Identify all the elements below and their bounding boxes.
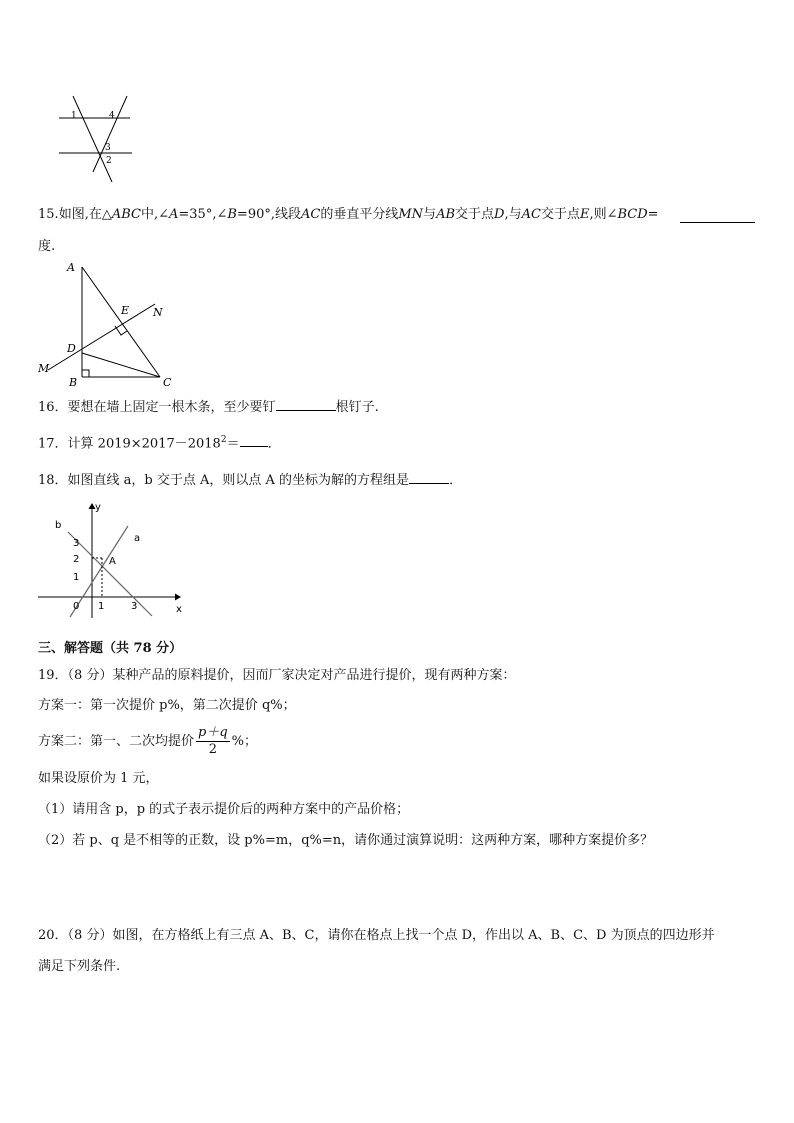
question-18: 18．如图直线 a，b 交于点 A，则以点 A 的坐标为解的方程组是 ． (38, 469, 462, 490)
x-tick-1: 1 (98, 601, 105, 612)
q17-answer-blank[interactable] (240, 432, 268, 447)
point-label-C: C (163, 376, 172, 389)
point-label-E: E (121, 304, 130, 317)
question-15-line1: 15.如图,在△ABC中,∠A=35°,∠B=90°,线段AC的垂直平分线MN与AB交于点D,与AC交于点E,则∠BCD= (38, 207, 659, 222)
x-axis-label: x (176, 604, 182, 615)
point-label-D: D (67, 342, 76, 355)
line-a-label: a (134, 533, 141, 544)
x-tick-3: 3 (131, 601, 138, 612)
parallel-lines-figure (55, 92, 140, 184)
question-20-line2: 满足下列条件. (38, 959, 121, 974)
question-19-part1: （1）请用含 p，p 的式子表示提价后的两种方案中的产品价格； (38, 802, 410, 817)
q18-answer-blank[interactable] (409, 469, 449, 484)
q16-answer-blank[interactable] (276, 396, 336, 411)
origin-label: 0 (73, 601, 80, 612)
angle-label-4: 4 (109, 111, 115, 121)
point-label-A: A (67, 261, 75, 274)
line-b-label: b (55, 520, 62, 531)
question-16: 16．要想在墙上固定一根木条，至少要钉 根钉子. (38, 396, 379, 417)
question-17: 17．计算 $2019\times 2017-2018^2=$ ． (38, 431, 281, 453)
triangle-figure (35, 258, 175, 390)
y-tick-1: 1 (73, 572, 80, 583)
line-b (68, 532, 152, 616)
x-axis-arrow (175, 594, 180, 600)
coordinate-graph (35, 496, 195, 622)
point-A-label: A (109, 556, 116, 567)
angle-label-2: 2 (106, 156, 112, 166)
question-20-line1: 20．（8 分）如图，在方格纸上有三点 A、B、C，请你在格点上找一个点 D，作出以 A、B、C、D 为顶点的四边形并 (38, 928, 715, 943)
y-tick-3: 3 (73, 538, 80, 549)
transversal-left (73, 96, 112, 182)
question-15-line2: 度. (38, 239, 56, 254)
line-MN (48, 304, 155, 370)
point-label-M: M (38, 362, 50, 375)
question-19-part2: （2）若 p、q 是不相等的正数，设 p%=m，q%=n，请你通过演算说明：这两种方案，哪种方案提价多？ (38, 833, 654, 848)
section-3-title: 三、解答题（共 78 分） (38, 641, 183, 656)
question-19-plan1: 方案一：第一次提价 p%，第二次提价 q%； (38, 698, 296, 713)
question-19-intro: 19．（8 分）某种产品的原料提价，因而厂家决定对产品进行提价，现有两种方案： (38, 668, 516, 683)
segment-AC (82, 267, 160, 377)
point-label-B: B (69, 376, 78, 389)
right-angle-mark-B (82, 370, 89, 377)
y-tick-2: 2 (73, 554, 80, 565)
question-19-plan2: 方案二：第一、二次均提价 $\frac{p+q}{2}$ %； (38, 725, 258, 757)
fraction-p-plus-q-over-2: $\frac{p+q}{2}$ (198, 725, 228, 757)
question-19-assumption: 如果设原价为 1 元， (38, 771, 159, 786)
q15-number: 15. (38, 207, 59, 222)
point-label-N: N (153, 306, 163, 319)
q15-answer-blank[interactable] (680, 207, 755, 223)
segment-DC (82, 353, 160, 377)
y-axis-label: y (95, 502, 101, 513)
angle-label-3: 3 (105, 143, 111, 153)
angle-label-1: 1 (71, 111, 77, 121)
